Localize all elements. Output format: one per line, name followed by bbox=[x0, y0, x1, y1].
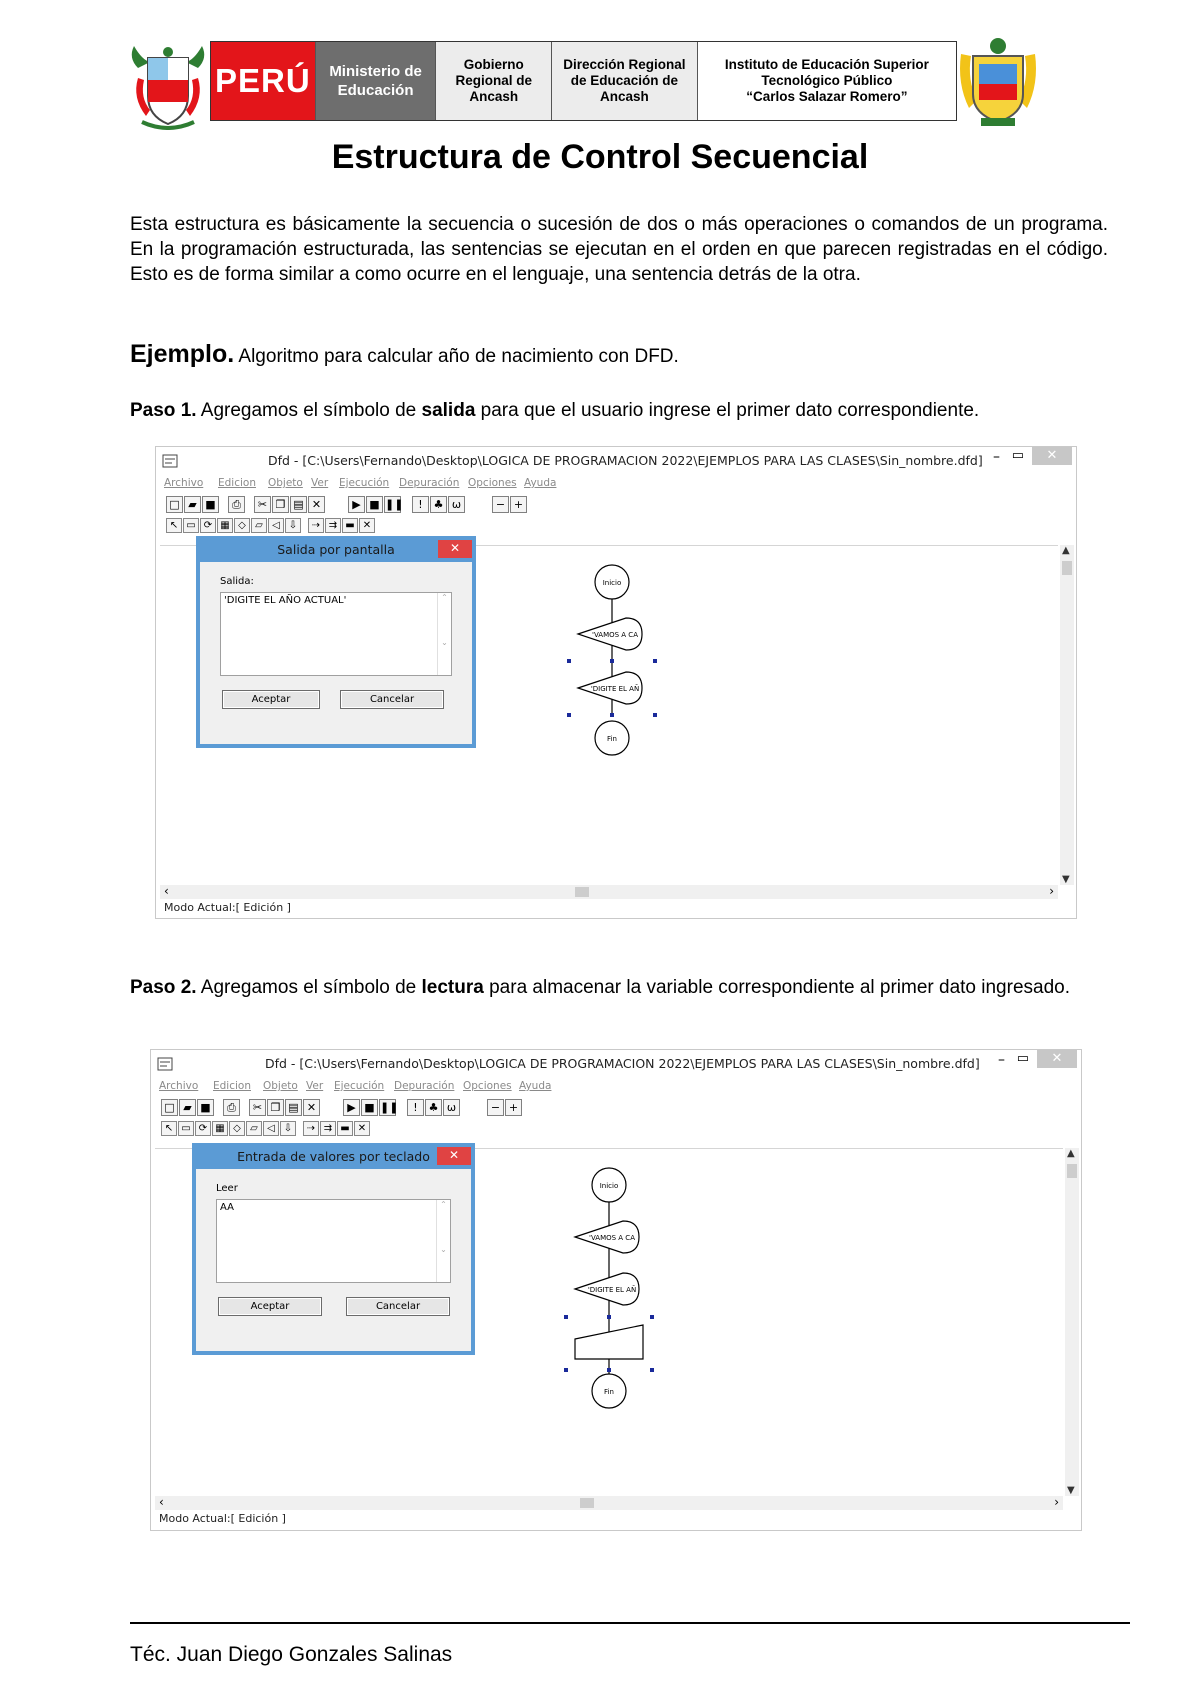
delete-icon[interactable]: ✕ bbox=[308, 496, 325, 513]
run-icon[interactable]: ▶ bbox=[348, 496, 365, 513]
menu-objeto[interactable]: Objeto bbox=[268, 477, 303, 489]
flow-output-2-text: 'DIGITE EL AÑ bbox=[590, 685, 640, 693]
pointer-tool-icon[interactable]: ↖ bbox=[166, 518, 182, 533]
call-tool-icon[interactable]: ⇩ bbox=[285, 518, 301, 533]
pause-icon[interactable]: ❚❚ bbox=[380, 1101, 399, 1114]
step1-bold: salida bbox=[421, 400, 476, 421]
main-toolbar bbox=[151, 1096, 1081, 1120]
flow-start-node[interactable] bbox=[595, 565, 629, 599]
menu-ejecucion[interactable]: Ejecución bbox=[339, 477, 390, 489]
peru-label: PERÚ bbox=[211, 42, 315, 120]
decision-tool-icon[interactable]: ◇ bbox=[229, 1121, 245, 1136]
run-icon[interactable]: ▶ bbox=[343, 1099, 360, 1116]
output-tool-icon[interactable]: ◁ bbox=[268, 518, 284, 533]
ministerio-label: Ministerio de Educación bbox=[315, 42, 436, 120]
step1-text bbox=[130, 398, 1108, 423]
step-icon[interactable]: ! bbox=[407, 1099, 424, 1116]
assign-tool-icon[interactable]: ▭ bbox=[178, 1121, 194, 1136]
delete-sub-tool-icon[interactable]: ✕ bbox=[359, 518, 375, 533]
window-titlebar bbox=[151, 1050, 1081, 1078]
example-heading bbox=[130, 340, 679, 369]
read-value: AA bbox=[220, 1202, 234, 1213]
direccion-regional-label: Dirección Regional de Educación de Ancash bbox=[551, 42, 697, 120]
step2-post: para almacenar la variable correspondiente al primer dato ingresado. bbox=[483, 977, 1070, 998]
read-tool-icon[interactable]: ▱ bbox=[246, 1121, 262, 1136]
instituto-line-1: Instituto de Educación Superior bbox=[724, 57, 929, 72]
zoom-in-icon[interactable]: + bbox=[510, 496, 527, 513]
close-button[interactable]: ✕ bbox=[1037, 1050, 1077, 1068]
menu-depuracion[interactable]: Depuración bbox=[394, 1080, 455, 1092]
menu-ver[interactable]: Ver bbox=[306, 1080, 324, 1092]
flow-output-node-1[interactable] bbox=[575, 1221, 639, 1253]
accept-button[interactable]: Aceptar bbox=[222, 690, 320, 709]
stop-icon[interactable]: ■ bbox=[361, 1099, 378, 1116]
delete-sub-tool-icon[interactable]: ✕ bbox=[354, 1121, 370, 1136]
menu-edicion[interactable]: Edicion bbox=[213, 1080, 251, 1092]
cancel-button[interactable]: Cancelar bbox=[346, 1297, 450, 1316]
save-icon[interactable]: ■ bbox=[197, 1099, 214, 1116]
step2-text bbox=[130, 975, 1108, 1000]
page-title: Estructura de Control Secuencial bbox=[331, 138, 869, 176]
pointer-tool-icon[interactable]: ↖ bbox=[161, 1121, 177, 1136]
minimize-button[interactable]: – bbox=[993, 449, 1000, 465]
horizontal-scrollbar[interactable]: ‹ › bbox=[160, 885, 1058, 899]
cancel-button[interactable]: Cancelar bbox=[340, 690, 444, 709]
step1-pre: Agregamos el símbolo de bbox=[196, 400, 422, 421]
footer-author: Téc. Juan Diego Gonzales Salinas bbox=[130, 1643, 453, 1666]
flow-output-node-2[interactable] bbox=[578, 672, 642, 704]
menu-archivo[interactable]: Archivo bbox=[159, 1080, 199, 1092]
edit-sub-tool-icon[interactable]: ▬ bbox=[342, 518, 358, 533]
cut-icon[interactable]: ✂ bbox=[254, 496, 271, 513]
output-value: 'DIGITE EL AÑO ACTUAL' bbox=[224, 595, 347, 606]
objects-toolbar bbox=[156, 517, 1076, 535]
debug-icon[interactable]: ♣ bbox=[430, 496, 447, 513]
menu-opciones[interactable]: Opciones bbox=[468, 477, 517, 489]
accept-button[interactable]: Aceptar bbox=[218, 1297, 322, 1316]
peru-coat-of-arms-logo bbox=[128, 38, 208, 130]
step-icon[interactable]: ! bbox=[412, 496, 429, 513]
save-icon[interactable]: ■ bbox=[202, 496, 219, 513]
maximize-button[interactable]: ▭ bbox=[1011, 448, 1024, 463]
zoom-out-icon[interactable]: − bbox=[487, 1099, 504, 1116]
flow-output-2-text: 'DIGITE EL AÑ bbox=[587, 1286, 637, 1294]
evaluate-icon[interactable]: ω bbox=[448, 496, 465, 513]
paste-icon[interactable]: ▤ bbox=[285, 1099, 302, 1116]
new-file-icon[interactable]: □ bbox=[161, 1099, 178, 1116]
print-icon[interactable]: ⎙ bbox=[223, 1099, 240, 1116]
menu-depuracion[interactable]: Depuración bbox=[399, 477, 460, 489]
dialog-close-button[interactable]: ✕ bbox=[437, 1147, 471, 1165]
dfd-window-1 bbox=[155, 446, 1077, 919]
subprogram-tool-icon[interactable]: ⇢ bbox=[308, 518, 324, 533]
menu-bar bbox=[151, 1078, 1081, 1096]
zoom-out-icon[interactable]: − bbox=[492, 496, 509, 513]
open-folder-icon[interactable]: ▰ bbox=[184, 496, 201, 513]
dialog-title: Salida por pantalla bbox=[277, 542, 395, 557]
read-label: Leer bbox=[216, 1183, 238, 1194]
status-bar: Modo Actual:[ Edición ] bbox=[164, 901, 291, 914]
stop-icon[interactable]: ■ bbox=[366, 496, 383, 513]
step2-pre: Agregamos el símbolo de bbox=[196, 977, 422, 998]
menu-ejecucion[interactable]: Ejecución bbox=[334, 1080, 385, 1092]
window-titlebar bbox=[156, 447, 1076, 475]
example-label: Ejemplo. bbox=[130, 340, 235, 368]
textarea-scrollbar[interactable]: ⌃ ⌄ bbox=[436, 1200, 450, 1282]
flow-output-1-text: 'VAMOS A CA bbox=[592, 631, 638, 639]
input-dialog bbox=[192, 1143, 475, 1355]
flow-output-node-1[interactable] bbox=[578, 618, 642, 650]
output-label: Salida: bbox=[220, 576, 254, 587]
horizontal-scrollbar[interactable]: ‹ › bbox=[155, 1496, 1063, 1510]
menu-edicion[interactable]: Edicion bbox=[218, 477, 256, 489]
menu-ayuda[interactable]: Ayuda bbox=[519, 1080, 552, 1092]
new-sub-tool-icon[interactable]: ⇉ bbox=[320, 1121, 336, 1136]
paste-icon[interactable]: ▤ bbox=[290, 496, 307, 513]
step1-post: para que el usuario ingrese el primer dato correspondiente. bbox=[475, 400, 980, 421]
intro-paragraph: Esta estructura es básicamente la secuencia o sucesión de dos o más operaciones o comandos de un programa. En la programación estructurada, las sentencias se ejecutan en el orden en que parecen registradas en el código. Esto es de forma similar a como ocurre en el lenguaje, una sentencia detrás de la otra. bbox=[130, 214, 1108, 285]
read-textarea[interactable] bbox=[216, 1199, 451, 1283]
step1-label: Paso 1. bbox=[130, 400, 197, 421]
flow-start-text: Inicio bbox=[602, 579, 622, 587]
example-text: Algoritmo para calcular año de nacimiento con DFD. bbox=[234, 346, 679, 367]
cut-icon[interactable]: ✂ bbox=[249, 1099, 266, 1116]
window-title: Dfd - [C:\Users\Fernando\Desktop\LOGICA DE PROGRAMACION 2022\EJEMPLOS PARA LAS CLASES\Sin_nombre.dfd] bbox=[265, 1056, 980, 1071]
flow-end-text: Fin bbox=[607, 735, 617, 743]
flow-end-text: Fin bbox=[604, 1388, 614, 1396]
subprogram-tool-icon[interactable]: ⇢ bbox=[303, 1121, 319, 1136]
evaluate-icon[interactable]: ω bbox=[443, 1099, 460, 1116]
status-bar: Modo Actual:[ Edición ] bbox=[159, 1512, 286, 1525]
menu-opciones[interactable]: Opciones bbox=[463, 1080, 512, 1092]
copy-icon[interactable]: ❐ bbox=[267, 1099, 284, 1116]
output-textarea[interactable] bbox=[220, 592, 452, 676]
edit-sub-tool-icon[interactable]: ▬ bbox=[337, 1121, 353, 1136]
maximize-button[interactable]: ▭ bbox=[1016, 1051, 1029, 1066]
copy-icon[interactable]: ❐ bbox=[272, 496, 289, 513]
institutional-header-bar bbox=[210, 41, 957, 121]
dialog-title: Entrada de valores por teclado bbox=[237, 1149, 430, 1164]
flow-start-text: Inicio bbox=[599, 1182, 619, 1190]
cycle-tool-icon[interactable]: ⟳ bbox=[200, 518, 216, 533]
dfd-app-icon bbox=[162, 453, 178, 467]
vertical-scrollbar[interactable]: ▲ ▼ bbox=[1060, 545, 1074, 885]
for-tool-icon[interactable]: ▦ bbox=[217, 518, 233, 533]
new-sub-tool-icon[interactable]: ⇉ bbox=[325, 518, 341, 533]
output-dialog bbox=[196, 536, 476, 748]
new-file-icon[interactable]: □ bbox=[166, 496, 183, 513]
output-tool-icon[interactable]: ◁ bbox=[263, 1121, 279, 1136]
delete-icon[interactable]: ✕ bbox=[303, 1099, 320, 1116]
dfd-window-2 bbox=[150, 1049, 1082, 1531]
main-toolbar bbox=[156, 493, 1076, 517]
flow-start-node[interactable] bbox=[592, 1168, 626, 1202]
menu-ver[interactable]: Ver bbox=[311, 477, 329, 489]
zoom-in-icon[interactable]: + bbox=[505, 1099, 522, 1116]
textarea-scrollbar[interactable]: ⌃ ⌄ bbox=[437, 593, 451, 675]
institute-crest-logo bbox=[955, 34, 1041, 128]
pause-icon[interactable]: ❚❚ bbox=[385, 498, 404, 511]
print-icon[interactable]: ⎙ bbox=[228, 496, 245, 513]
step2-label: Paso 2. bbox=[130, 977, 197, 998]
menu-objeto[interactable]: Objeto bbox=[263, 1080, 298, 1092]
flow-end-node[interactable] bbox=[592, 1374, 626, 1408]
flow-output-node-2[interactable] bbox=[575, 1273, 639, 1305]
dfd-app-icon bbox=[157, 1056, 173, 1070]
objects-toolbar bbox=[151, 1120, 1081, 1138]
vertical-scrollbar[interactable]: ▲ ▼ bbox=[1065, 1148, 1079, 1496]
menu-bar bbox=[156, 475, 1076, 493]
call-tool-icon[interactable]: ⇩ bbox=[280, 1121, 296, 1136]
for-tool-icon[interactable]: ▦ bbox=[212, 1121, 228, 1136]
instituto-line-3: “Carlos Salazar Romero” bbox=[746, 89, 908, 104]
minimize-button[interactable]: – bbox=[998, 1052, 1005, 1068]
window-title: Dfd - [C:\Users\Fernando\Desktop\LOGICA DE PROGRAMACION 2022\EJEMPLOS PARA LAS CLASES\Sin_nombre.dfd] bbox=[268, 453, 983, 468]
flow-end-node[interactable] bbox=[595, 721, 629, 755]
gobierno-regional-label: Gobierno Regional de Ancash bbox=[435, 42, 551, 120]
open-folder-icon[interactable]: ▰ bbox=[179, 1099, 196, 1116]
cycle-tool-icon[interactable]: ⟳ bbox=[195, 1121, 211, 1136]
footer-divider bbox=[130, 1622, 1130, 1624]
debug-icon[interactable]: ♣ bbox=[425, 1099, 442, 1116]
instituto-line-2: Tecnológico Público bbox=[761, 73, 893, 88]
dialog-close-button[interactable]: ✕ bbox=[438, 540, 472, 558]
read-tool-icon[interactable]: ▱ bbox=[251, 518, 267, 533]
menu-archivo[interactable]: Archivo bbox=[164, 477, 204, 489]
decision-tool-icon[interactable]: ◇ bbox=[234, 518, 250, 533]
flow-output-1-text: 'VAMOS A CA bbox=[589, 1234, 635, 1242]
instituto-label bbox=[697, 42, 956, 120]
close-button[interactable]: ✕ bbox=[1032, 447, 1072, 465]
menu-ayuda[interactable]: Ayuda bbox=[524, 477, 557, 489]
assign-tool-icon[interactable]: ▭ bbox=[183, 518, 199, 533]
step2-bold: lectura bbox=[421, 977, 484, 998]
